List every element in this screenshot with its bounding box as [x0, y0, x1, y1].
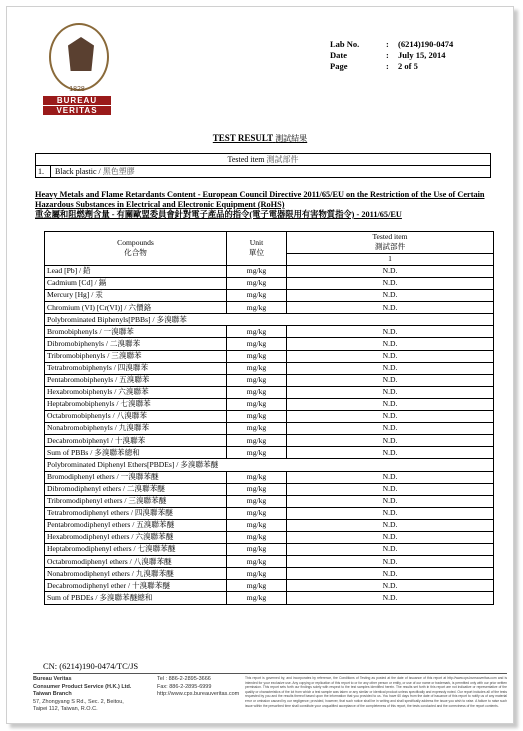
unit-value: mg/kg — [227, 556, 287, 568]
compound-name: Pentabromodiphenyl ethers / 五溴聯苯醚 — [45, 519, 227, 531]
header-tested-zh: 測試部件 — [374, 242, 406, 252]
compound-name: Hexabromobiphenyls / 六溴聯苯 — [45, 386, 227, 398]
table-header-row — [45, 232, 494, 254]
title-en: TEST RESULT — [212, 133, 273, 143]
table-row — [45, 362, 494, 374]
footer-company — [33, 676, 143, 714]
tested-item-box — [35, 153, 491, 178]
result-value: N.D. — [287, 326, 494, 338]
separator: : — [386, 39, 389, 49]
compound-name: Cadmium [Cd] / 鎘 — [45, 278, 227, 290]
result-value: N.D. — [287, 435, 494, 447]
compound-name: Bromodiphenyl ethers / 一溴聯苯醚 — [45, 471, 227, 483]
table-row — [45, 423, 494, 435]
table-row — [45, 435, 494, 447]
result-value: N.D. — [287, 483, 494, 495]
result-value: N.D. — [287, 580, 494, 592]
header-unit — [227, 232, 287, 266]
table-row — [45, 278, 494, 290]
tested-item-en: Black plastic — [55, 167, 97, 176]
logo-seal-icon — [49, 23, 109, 91]
unit-value: mg/kg — [227, 386, 287, 398]
table-group-row — [45, 459, 494, 471]
table-row — [45, 471, 494, 483]
table-row — [45, 302, 494, 314]
logo-year: 1828 — [69, 86, 85, 93]
company-line: Taiwan Branch — [33, 691, 72, 697]
compound-name: Nonabromodiphenyl ethers / 九溴聯苯醚 — [45, 568, 227, 580]
company-line: Bureau Veritas — [33, 676, 72, 682]
table-row — [45, 483, 494, 495]
result-value: N.D. — [287, 471, 494, 483]
result-value: N.D. — [287, 507, 494, 519]
logo-brand-line2: VERITAS — [43, 106, 111, 115]
compound-name: Sum of PBDEs / 多溴聯苯醚總和 — [45, 592, 227, 604]
unit-value: mg/kg — [227, 447, 287, 459]
page-row — [330, 61, 453, 72]
table-row — [45, 519, 494, 531]
unit-value: mg/kg — [227, 398, 287, 410]
group-name: Polybrominated Biphenyls[PBBs] / 多溴聯苯 — [45, 314, 494, 326]
result-value: N.D. — [287, 592, 494, 604]
compound-name: Heptabromodiphenyl ethers / 七溴聯苯醚 — [45, 544, 227, 556]
header-tested-number: 1 — [287, 253, 494, 265]
result-value: N.D. — [287, 362, 494, 374]
compound-name: Lead [Pb] / 鉛 — [45, 265, 227, 277]
tested-item-row — [36, 166, 490, 177]
compound-name: Mercury [Hg] / 汞 — [45, 290, 227, 302]
report-page — [6, 6, 514, 724]
header-unit-en: Unit — [249, 238, 264, 248]
section-heading — [35, 190, 495, 220]
unit-value: mg/kg — [227, 290, 287, 302]
table-row — [45, 326, 494, 338]
result-value: N.D. — [287, 519, 494, 531]
result-value: N.D. — [287, 544, 494, 556]
table-row — [45, 544, 494, 556]
bureau-veritas-logo — [43, 23, 111, 115]
unit-value: mg/kg — [227, 531, 287, 543]
compound-name: Sum of PBBs / 多溴聯苯總和 — [45, 447, 227, 459]
table-row — [45, 386, 494, 398]
lab-no-row — [330, 39, 453, 50]
result-value: N.D. — [287, 447, 494, 459]
date-row — [330, 50, 453, 61]
compound-name: Heptabromobiphenyls / 七溴聯苯 — [45, 398, 227, 410]
group-name: Polybrominated Diphenyl Ethers[PBDEs] / 多溴聯苯醚 — [45, 459, 494, 471]
logo-brand-line1: BUREAU — [43, 96, 111, 105]
contact-line: Tel : 886-2-2895-3666 — [157, 676, 211, 682]
footer-contact — [157, 676, 240, 699]
separator: : — [386, 50, 389, 60]
header-compounds-en: Compounds — [117, 238, 154, 248]
unit-value: mg/kg — [227, 374, 287, 386]
result-value: N.D. — [287, 265, 494, 277]
table-row — [45, 556, 494, 568]
compound-name: Decabromodiphenyl ether / 十溴聯苯醚 — [45, 580, 227, 592]
unit-value: mg/kg — [227, 278, 287, 290]
unit-value: mg/kg — [227, 326, 287, 338]
unit-value: mg/kg — [227, 302, 287, 314]
table-row — [45, 265, 494, 277]
section-heading-zh: 重金屬和阻燃劑含量 - 有關歐盟委員會針對電子產品的指令(電子電器限用有害物質指令) - 2011/65/EU — [35, 210, 402, 219]
cn-number: CN: (6214)190-0474/TC/JS — [43, 661, 139, 671]
header-compounds-zh: 化合物 — [124, 248, 147, 258]
page-title — [7, 133, 513, 144]
unit-value: mg/kg — [227, 495, 287, 507]
lab-no-value: (6214)190-0474 — [398, 39, 454, 49]
footer-divider — [33, 673, 507, 674]
company-line: Consumer Product Service (H.K.) Ltd. — [33, 683, 132, 690]
table-row — [45, 398, 494, 410]
unit-value: mg/kg — [227, 265, 287, 277]
unit-value: mg/kg — [227, 435, 287, 447]
page-label: Page — [330, 61, 348, 71]
lab-no-label: Lab No. — [330, 39, 360, 49]
result-value: N.D. — [287, 398, 494, 410]
compound-name: Pentabromobiphenyls / 五溴聯苯 — [45, 374, 227, 386]
result-value: N.D. — [287, 568, 494, 580]
result-value: N.D. — [287, 423, 494, 435]
compound-name: Octabromobiphenyls / 八溴聯苯 — [45, 411, 227, 423]
contact-line: http://www.cps.bureauveritas.com — [157, 691, 240, 697]
unit-value: mg/kg — [227, 483, 287, 495]
table-row — [45, 338, 494, 350]
table-row — [45, 531, 494, 543]
unit-value: mg/kg — [227, 519, 287, 531]
table-group-row — [45, 314, 494, 326]
table-row — [45, 350, 494, 362]
table-row — [45, 374, 494, 386]
separator: : — [386, 61, 389, 71]
result-value: N.D. — [287, 556, 494, 568]
title-zh: 測試結果 — [275, 134, 308, 143]
tested-item-zh: 黑色塑膠 — [102, 167, 135, 176]
tested-item-value: Black plastic / 黑色塑膠 — [55, 167, 135, 176]
section-heading-en: Heavy Metals and Flame Retardants Content - European Council Directive 2011/65/EU on the Restriction of the Use of Certain Hazardous Substances in Electrical and Electronic Equipment (RoHS) — [35, 190, 485, 209]
header-unit-zh: 單位 — [248, 248, 265, 258]
table-row — [45, 507, 494, 519]
compound-name: Tribromobiphenyls / 三溴聯苯 — [45, 350, 227, 362]
table-row — [45, 447, 494, 459]
result-value: N.D. — [287, 531, 494, 543]
result-value: N.D. — [287, 495, 494, 507]
unit-value: mg/kg — [227, 568, 287, 580]
compound-name: Nonabromobiphenyls / 九溴聯苯 — [45, 423, 227, 435]
result-value: N.D. — [287, 278, 494, 290]
unit-value: mg/kg — [227, 471, 287, 483]
result-value: N.D. — [287, 350, 494, 362]
header-tested-en: Tested item — [372, 232, 408, 241]
result-value: N.D. — [287, 338, 494, 350]
tested-item-heading-en: Tested item — [227, 155, 265, 164]
compound-name: Chromium (VI) [Cr(VI)] / 六價鉻 — [45, 302, 227, 314]
unit-value: mg/kg — [227, 423, 287, 435]
unit-value: mg/kg — [227, 580, 287, 592]
compound-name: Dibromodiphenyl ethers / 二溴聯苯醚 — [45, 483, 227, 495]
footer-disclaimer: This report is governed by, and incorporates by reference, the Conditions of Testing as posted at the date of issuance of this report at http://www.cps.bureauveritas.com and is intended for your exclusive use. Any copying or replication of this report to or for any other person or entity, or use of our name or trademark, is permitted only with our prior written permission. This report sets forth our findings solely with respect to the test samples identified herein. The results set forth in this report are not indicative or representative of the quality or characteristics of the lot from which a test sample was taken or any similar or identical product unless specifically and expressly noted. Our report includes all of the tests requested by you and the results thereof based upon the information that you provided to us. You have 60 days from the date of issuance of this report to notify us of any material error or omission caused by our negligence; provided, however, that such notice shall be in writing and shall specifically address the issue you wish to raise. A failure to raise such issue within the prescribed time shall constitute your unqualified acceptance of the completeness of this report, the tests conducted and the correctness of the report contents. — [245, 676, 507, 708]
unit-value: mg/kg — [227, 338, 287, 350]
result-value: N.D. — [287, 302, 494, 314]
compound-name: Tetrabromobiphenyls / 四溴聯苯 — [45, 362, 227, 374]
unit-value: mg/kg — [227, 350, 287, 362]
compound-name: Tetrabromodiphenyl ethers / 四溴聯苯醚 — [45, 507, 227, 519]
compound-name: Octabromodiphenyl ethers / 八溴聯苯醚 — [45, 556, 227, 568]
unit-value: mg/kg — [227, 362, 287, 374]
table-row — [45, 580, 494, 592]
header-tested-item — [287, 232, 494, 254]
header-compounds — [45, 232, 227, 266]
result-value: N.D. — [287, 374, 494, 386]
table-row — [45, 290, 494, 302]
compound-name: Dibromobiphenyls / 二溴聯苯 — [45, 338, 227, 350]
compound-name: Tribromodiphenyl ethers / 三溴聯苯醚 — [45, 495, 227, 507]
compound-name: Hexabromodiphenyl ethers / 六溴聯苯醚 — [45, 531, 227, 543]
date-value: July 15, 2014 — [398, 50, 446, 60]
results-table — [44, 231, 494, 605]
table-row — [45, 495, 494, 507]
result-value: N.D. — [287, 290, 494, 302]
table-row — [45, 411, 494, 423]
report-info — [330, 39, 453, 72]
company-line: 57, Zhongyang S Rd., Sec. 2, Beitou, — [33, 698, 124, 705]
unit-value: mg/kg — [227, 507, 287, 519]
date-label: Date — [330, 50, 347, 60]
unit-value: mg/kg — [227, 544, 287, 556]
company-line: Taipei 112, Taiwan, R.O.C. — [33, 706, 98, 712]
result-value: N.D. — [287, 386, 494, 398]
contact-line: Fax: 886-2-2895-6999 — [157, 683, 212, 690]
unit-value: mg/kg — [227, 411, 287, 423]
tested-item-number: 1. — [36, 166, 51, 177]
unit-value: mg/kg — [227, 592, 287, 604]
page-value: 2 of 5 — [398, 61, 418, 71]
result-value: N.D. — [287, 411, 494, 423]
table-row — [45, 568, 494, 580]
compound-name: Bromobiphenyls / 一溴聯苯 — [45, 326, 227, 338]
tested-item-heading-zh: 測試部件 — [266, 155, 299, 164]
table-row — [45, 592, 494, 604]
compound-name: Decabromobiphenyl / 十溴聯苯 — [45, 435, 227, 447]
tested-item-heading — [36, 154, 490, 166]
